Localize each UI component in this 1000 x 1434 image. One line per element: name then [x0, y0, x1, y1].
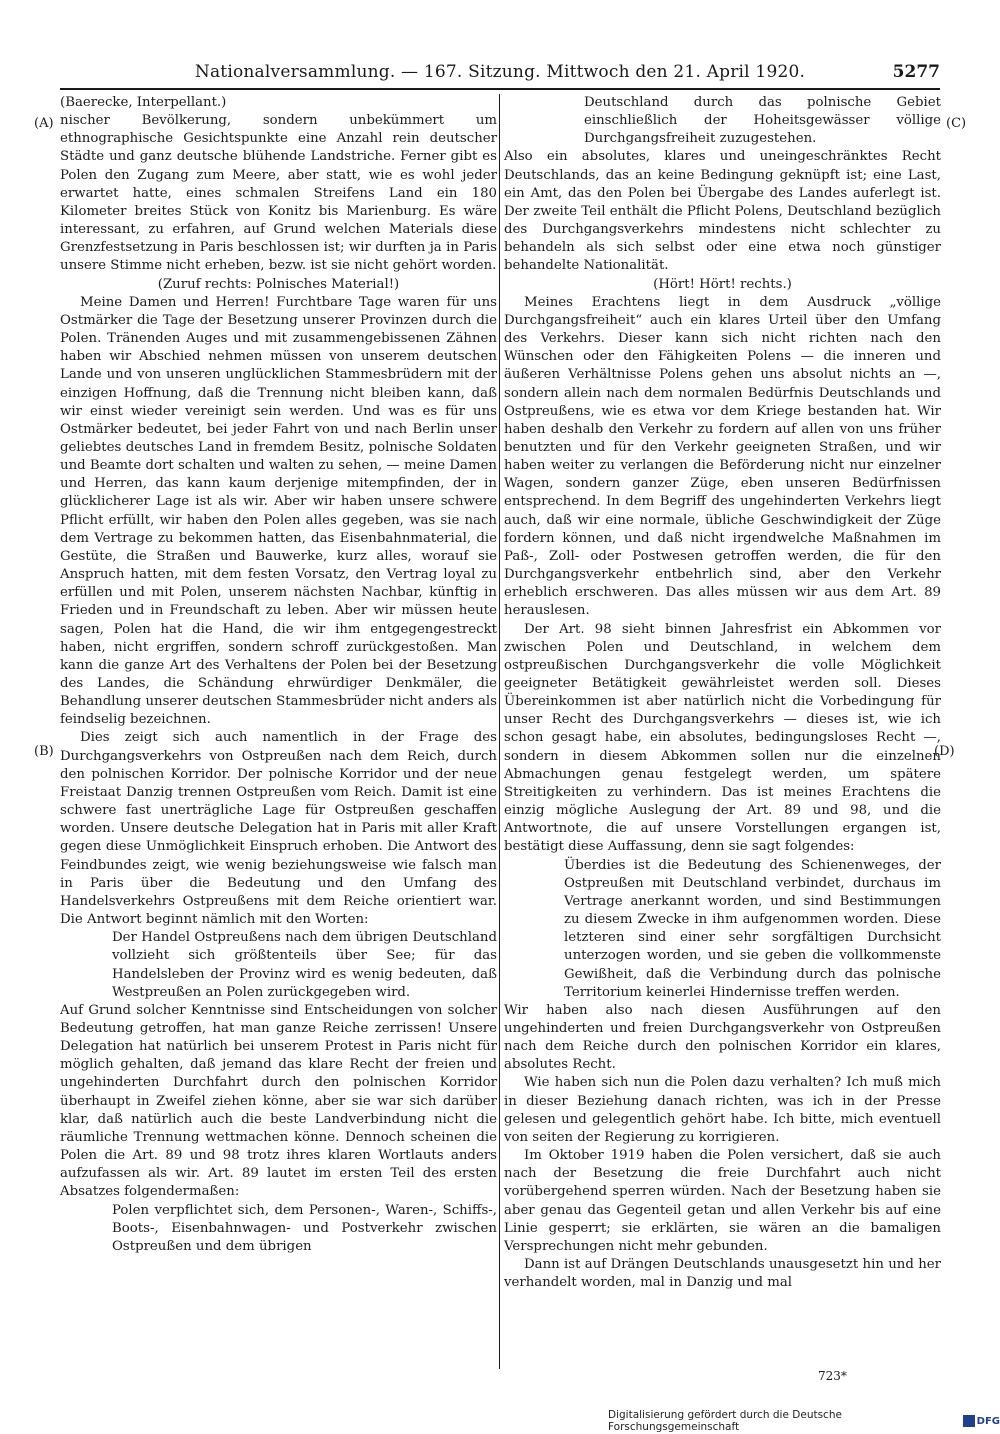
interjection: (Hört! Hört! rechts.) — [653, 276, 792, 292]
margin-mark-c: (C) — [946, 116, 967, 131]
page-header — [60, 60, 940, 90]
margin-mark-a: (A) — [34, 116, 54, 131]
paragraph: Also ein absolutes, klares und uneingeschränktes Recht Deutschlands, das an keine Bedingung geknüpft ist; eine Last, ein Amt, das den Polen bei Übergabe des Landes auferlegt ist. Der zweite Teil enthält die Pflicht Polens, Deutschland bezüglich des Durchgangsverkehrs mindestens nicht schlechter zu behandeln als sich selbst oder eine etwa noch günstiger behandelte Nationalität. — [504, 149, 941, 274]
margin-mark-b: (B) — [34, 744, 54, 759]
page-number: 5277 — [892, 62, 940, 82]
paragraph: Auf Grund solcher Kenntnisse sind Entscheidungen von solcher Bedeutung getroffen, hat man ganze Reiche zerrissen! Unsere Delegation hat natürlich bei unserem Protest in Paris nicht für möglich gehalten, daß jemand das klare Recht der freien und ungehinderten Durchfahrt durch den polnischen Korridor überhaupt in Zweifel ziehen könne, aber sie war sich darüber klar, daß natürlich auch die beste Landverbindung nicht die räumliche Trennung wettmachen könne. Dennoch scheinen die Polen die Art. 89 und 98 trotz ihres klaren Wortlauts anders aufzufassen als wir. Art. 89 lautet im ersten Teil des ersten Absatzes folgendermaßen: — [60, 1002, 497, 1200]
dfg-logo-text: DFG — [976, 1415, 1000, 1427]
paragraph: Meines Erachtens liegt in dem Ausdruck „völlige Durchgangsfreiheit“ auch ein klares Urteil über den Umfang des Verkehrs. Dieser kann sich nicht richten nach den Wünschen oder den Fähigkeiten Polens — die inneren und äußeren Verhältnisse Polens gehen uns absolut nichts an —, sondern allein nach dem normalen Bedürfnis Deutschlands und Ostpreußens, wie es etwa vor dem Kriege bestanden hat. Wir haben deshalb den Verkehr zu fordern auf allen von uns früher benutzten und für den Verkehr geeigneten Straßen, und wir haben weiter zu verlangen die Beförderung nicht nur einzelner Wagen, sondern ganzer Züge, eben unseren Bedürfnissen entsprechend. In dem Begriff des ungehinderten Verkehrs liegt auch, daß wir eine normale, übliche Geschwindigkeit der Züge fordern können, und daß nicht irgendwelche Maßnahmen im Paß-, Zoll- oder Postwesen getroffen werden, die für den Durchgangsverkehr entbehrlich sind, aber den Verkehr erheblich erschweren. Das alles müssen wir aus dem Art. 89 herauslesen. — [504, 294, 941, 619]
paragraph: Wie haben sich nun die Polen dazu verhalten? Ich muß mich in dieser Beziehung danach richten, was ich in der Presse gelesen und gelegentlich gehört habe. Ich bitte, mich eventuell von seiten der Regierung zu korrigieren. — [504, 1075, 941, 1145]
dfg-logo-mark-icon — [963, 1415, 975, 1427]
paragraph: Dann ist auf Drängen Deutschlands unausgesetzt hin und her verhandelt worden, mal in Danzig und mal — [504, 1257, 941, 1291]
block-quote: Überdies ist die Bedeutung des Schienenweges, der Ostpreußen mit Deutschland verbindet, durchaus im Vertrage anerkannt worden, und sind Bestimmungen zu diesem Zwecke in ihm aufgenommen worden. Diese letzteren sind einer sehr sorgfältigen Durchsicht unterzogen worden, und sie geben die vollkommenste Gewißheit, daß die Verbindung durch das polnische Territorium keinerlei Hindernisse treffen werden. — [564, 857, 941, 1000]
block-quote: Der Handel Ostpreußens nach dem übrigen Deutschland vollzieht sich größtenteils über See; für das Handelsleben der Provinz wird es wenig bedeuten, daß Westpreußen an Polen zurückgegeben wird. — [112, 930, 497, 1000]
column-divider — [499, 94, 500, 1369]
digitization-footer — [608, 1409, 1000, 1433]
right-column — [504, 94, 941, 1292]
running-title: Nationalversammlung. — 167. Sitzung. Mittwoch den 21. April 1920. — [194, 62, 806, 82]
paragraph: Meine Damen und Herren! Furchtbare Tage waren für uns Ostmärker die Tage der Besetzung unserer Provinzen durch die Polen. Tränenden Auges und mit zusammengebissenen Zähnen haben wir Abschied nehmen müssen von unserem deutschen Lande und von unseren unglücklichen Stammesbrüdern mit der einzigen Hoffnung, daß die Trennung nicht bleiben kann, daß wir einst wieder vereinigt sein werden. Und was es für uns Ostmärker bedeutet, bei jeder Fahrt von und nach Berlin unser geliebtes deutsches Land in fremdem Besitz, polnische Soldaten und Beamte dort schalten und walten zu sehen, — meine Damen und Herren, das kann kaum derjenige mitempfinden, der in glücklicherer Lage ist als wir. Aber wir haben unsere schwere Pflicht erfüllt, wir haben den Polen alles gegeben, was sie nach dem Vertrage zu bekommen hatten, das Eisenbahnmaterial, die Gestüte, die Straßen und Bauwerke, kurz alles, worauf sie Anspruch hatten, mit dem festen Vorsatz, den Vertrag loyal zu erfüllen und mit Polen, unserem nächsten Nachbar, künftig in Frieden und in Freundschaft zu leben. Aber wir müssen heute sagen, Polen hat die Hand, die wir ihm entgegengestreckt haben, nicht ergriffen, sondern schroff zurückgestoßen. Man kann die ganze Art des Verhaltens der Polen bei der Besetzung des Landes, die Schändung ehrwürdiger Denkmäler, die Behandlung unserer deutschen Stammesbrüder nicht anders als feindselig bezeichnen. — [60, 294, 497, 728]
paragraph: Im Oktober 1919 haben die Polen versichert, daß sie auch nach der Besetzung die freie Durchfahrt auch nicht vorübergehend sperren würden. Nach der Besetzung haben sie aber genau das Gegenteil getan und allen Verkehr bis auf eine Linie gesperrt; sie erklärten, sie wären an die bamaligen Versprechungen nicht mehr gebunden. — [504, 1148, 941, 1254]
block-quote-continuation: Deutschland durch das polnische Gebiet einschließlich der Hoheitsgewässer völlige Durchgangsfreiheit zuzugestehen. — [584, 95, 941, 147]
paragraph: nischer Bevölkerung, sondern unbekümmert um ethnographische Gesichtspunkte eine Anzahl rein deutscher Städte und ganz deutsche blühende Landstriche. Ferner gibt es Polen den Zugang zum Meere, aber statt, wie es wohl jeder erwartet hatte, eines schmalen Streifens Land ein 180 Kilometer breites Stück von Konitz bis Marienburg. Es wäre interessant, zu erfahren, auf Grund welchen Materials diese Grenzfestsetzung in Paris beschlossen ist; wir durften ja in Paris unsere Stimme nicht erheben, bezw. ist sie nicht gehört worden. — [60, 113, 497, 274]
left-column — [60, 94, 497, 1256]
speaker-label: (Baerecke, Interpellant.) — [60, 95, 227, 110]
margin-mark-d: (D) — [934, 744, 955, 759]
interjection: (Zuruf rechts: Polnisches Material!) — [157, 276, 400, 292]
block-quote: Polen verpflichtet sich, dem Personen-, Waren-, Schiffs-, Boots-, Eisenbahnwagen- und Postverkehr zwischen Ostpreußen und dem übrigen — [112, 1202, 497, 1254]
paragraph: Dies zeigt sich auch namentlich in der Frage des Durchgangsverkehrs von Ostpreußen nach dem Reich, durch den polnischen Korridor. Der polnische Korridor und der neue Freistaat Danzig trennen Ostpreußen vom Reich. Damit ist eine schwere fast unerträgliche Lage für Ostpreußen geschaffen worden. Unsere deutsche Delegation hat in Paris mit aller Kraft gegen diese Unmöglichkeit Einspruch erhoben. Die Antwort des Feindbundes zeigt, wie wenig beziehungsweise wie falsch man in Paris über die Bedeutung und den Umfang des Handelsverkehrs Ostpreußens mit dem Reiche orientiert war. Die Antwort beginnt nämlich mit den Worten: — [60, 730, 497, 928]
paragraph: Der Art. 98 sieht binnen Jahresfrist ein Abkommen vor zwischen Polen und Deutschland, in welchem dem ostpreußischen Durchgangsverkehr die volle Möglichkeit geeigneter Betätigkeit gewährleistet werden soll. Dieses Übereinkommen ist aber natürlich nicht die Vorbedingung für unser Recht des Durchgangsverkehrs — dieses ist, wie ich schon gesagt habe, ein absolutes, bedingungsloses Recht —, sondern in diesem Abkommen sollen nur die einzelnen Abmachungen genau festgelegt werden, um spätere Streitigkeiten zu verhindern. Das ist meines Erachtens die einzig mögliche Auslegung der Art. 89 und 98, und die Antwortnote, die auf unsere Vorstellungen ergangen ist, bestätigt diese Auffassung, denn sie sagt folgendes: — [504, 621, 941, 855]
dfg-logo — [963, 1415, 1000, 1427]
sheet-signature: 723* — [818, 1369, 847, 1383]
footer-text: Digitalisierung gefördert durch die Deutsche Forschungsgemeinschaft — [608, 1409, 842, 1433]
paragraph: Wir haben also nach diesen Ausführungen auf den ungehinderten und freien Durchgangsverkehr von Ostpreußen nach dem Reiche durch den polnischen Korridor ein klares, absolutes Recht. — [504, 1002, 941, 1073]
